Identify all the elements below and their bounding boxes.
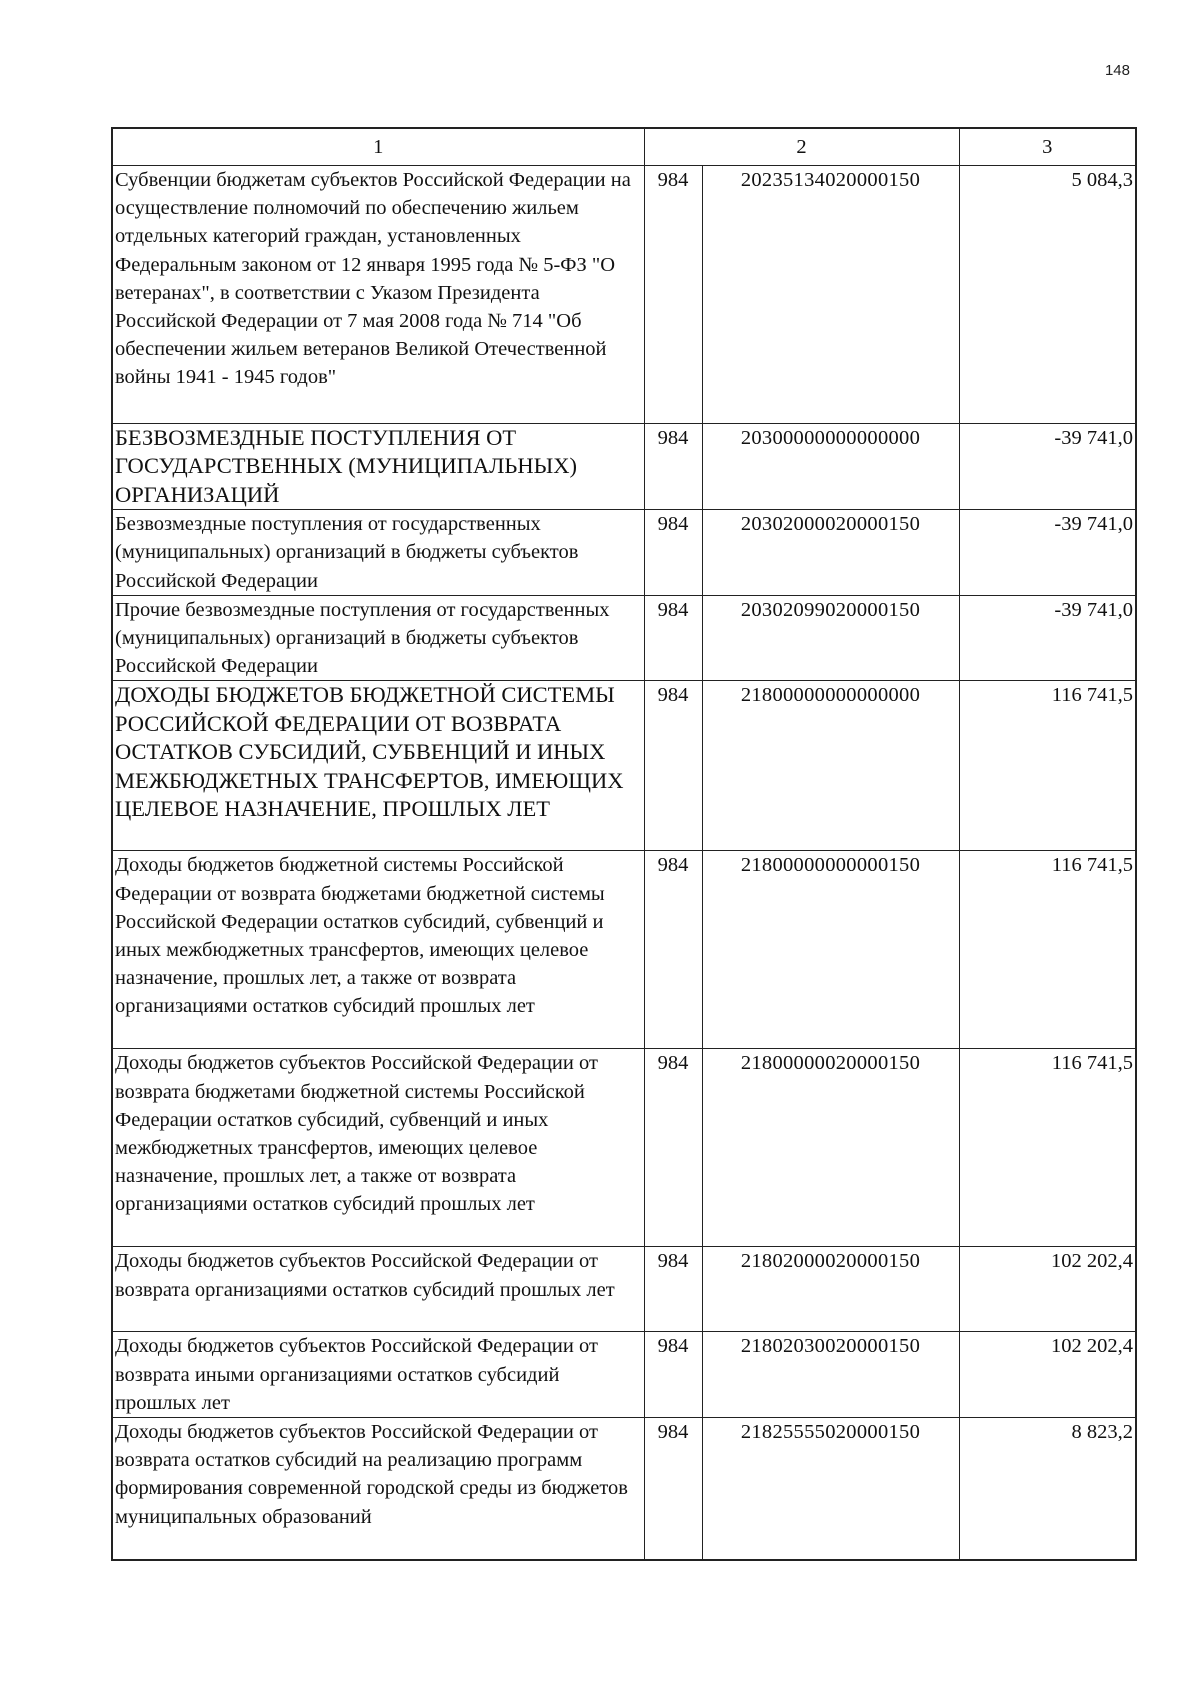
page-number: 148 (1104, 62, 1130, 79)
header-col-3: 3 (959, 128, 1136, 166)
row-name: ДОХОДЫ БЮДЖЕТОВ БЮДЖЕТНОЙ СИСТЕМЫ РОССИЙСКОЙ ФЕДЕРАЦИИ ОТ ВОЗВРАТА ОСТАТКОВ СУБСИДИЙ, СУБВЕНЦИЙ И ИНЫХ МЕЖБЮДЖЕТНЫХ ТРАНСФЕРТОВ, ИМЕЮЩИХ ЦЕЛЕВОЕ НАЗНАЧЕНИЕ, ПРОШЛЫХ ЛЕТ (112, 681, 644, 851)
table-row (112, 424, 1136, 510)
row-admin-code: 984 (644, 1247, 702, 1332)
table-row (112, 166, 1136, 424)
table-row (112, 1247, 1136, 1332)
row-budget-code: 20235134020000150 (702, 166, 959, 424)
row-sum: 8 823,2 (959, 1418, 1136, 1560)
row-name: БЕЗВОЗМЕЗДНЫЕ ПОСТУПЛЕНИЯ ОТ ГОСУДАРСТВЕННЫХ (МУНИЦИПАЛЬНЫХ) ОРГАНИЗАЦИЙ (112, 424, 644, 510)
row-name: Доходы бюджетов субъектов Российской Федерации от возврата бюджетами бюджетной системы Российской Федерации остатков субсидий, субвенций и иных межбюджетных трансфертов, имеющих целевое назначение, прошлых лет, а также от возврата организациями остатков субсидий прошлых лет (112, 1049, 644, 1247)
row-admin-code: 984 (644, 681, 702, 851)
row-sum: 116 741,5 (959, 1049, 1136, 1247)
row-sum: -39 741,0 (959, 424, 1136, 510)
row-sum: 116 741,5 (959, 681, 1136, 851)
table-row (112, 681, 1136, 851)
row-sum: 102 202,4 (959, 1247, 1136, 1332)
row-sum: -39 741,0 (959, 510, 1136, 596)
table-row (112, 1049, 1136, 1247)
row-admin-code: 984 (644, 851, 702, 1049)
row-admin-code: 984 (644, 1049, 702, 1247)
row-budget-code: 21800000000000000 (702, 681, 959, 851)
row-name: Доходы бюджетов субъектов Российской Федерации от возврата остатков субсидий на реализацию программ формирования современной городской среды из бюджетов муниципальных образований (112, 1418, 644, 1560)
row-name: Доходы бюджетов субъектов Российской Федерации от возврата организациями остатков субсидий прошлых лет (112, 1247, 644, 1332)
header-col-2: 2 (644, 128, 959, 166)
table-row (112, 851, 1136, 1049)
row-budget-code: 20302099020000150 (702, 595, 959, 681)
row-budget-code: 21800000020000150 (702, 1049, 959, 1247)
table-row (112, 595, 1136, 681)
row-admin-code: 984 (644, 424, 702, 510)
row-admin-code: 984 (644, 510, 702, 596)
table-row (112, 1418, 1136, 1560)
row-sum: -39 741,0 (959, 595, 1136, 681)
header-row (112, 128, 1136, 166)
budget-table (111, 127, 1137, 1561)
row-admin-code: 984 (644, 1332, 702, 1418)
table-row (112, 1332, 1136, 1418)
row-sum: 5 084,3 (959, 166, 1136, 424)
header-col-1: 1 (112, 128, 644, 166)
row-budget-code: 21825555020000150 (702, 1418, 959, 1560)
row-admin-code: 984 (644, 166, 702, 424)
row-name: Прочие безвозмездные поступления от государственных (муниципальных) организаций в бюджеты субъектов Российской Федерации (112, 595, 644, 681)
row-sum: 116 741,5 (959, 851, 1136, 1049)
table-row (112, 510, 1136, 596)
row-budget-code: 21802030020000150 (702, 1332, 959, 1418)
row-admin-code: 984 (644, 1418, 702, 1560)
row-name: Доходы бюджетов субъектов Российской Федерации от возврата иными организациями остатков субсидий прошлых лет (112, 1332, 644, 1418)
row-name: Доходы бюджетов бюджетной системы Российской Федерации от возврата бюджетами бюджетной системы Российской Федерации остатков субсидий, субвенций и иных межбюджетных трансфертов, имеющих целевое назначение, прошлых лет, а также от возврата организациями остатков субсидий прошлых лет (112, 851, 644, 1049)
row-budget-code: 21802000020000150 (702, 1247, 959, 1332)
row-budget-code: 21800000000000150 (702, 851, 959, 1049)
row-admin-code: 984 (644, 595, 702, 681)
row-budget-code: 20302000020000150 (702, 510, 959, 596)
row-budget-code: 20300000000000000 (702, 424, 959, 510)
row-name: Субвенции бюджетам субъектов Российской Федерации на осуществление полномочий по обеспечению жильем отдельных категорий граждан, установленных Федеральным законом от 12 января 1995 года № 5-ФЗ "О ветеранах", в соответствии с Указом Президента Российской Федерации от 7 мая 2008 года № 714 "Об обеспечении жильем ветеранов Великой Отечественной войны 1941 - 1945 годов" (112, 166, 644, 424)
row-sum: 102 202,4 (959, 1332, 1136, 1418)
row-name: Безвозмездные поступления от государственных (муниципальных) организаций в бюджеты субъектов Российской Федерации (112, 510, 644, 596)
